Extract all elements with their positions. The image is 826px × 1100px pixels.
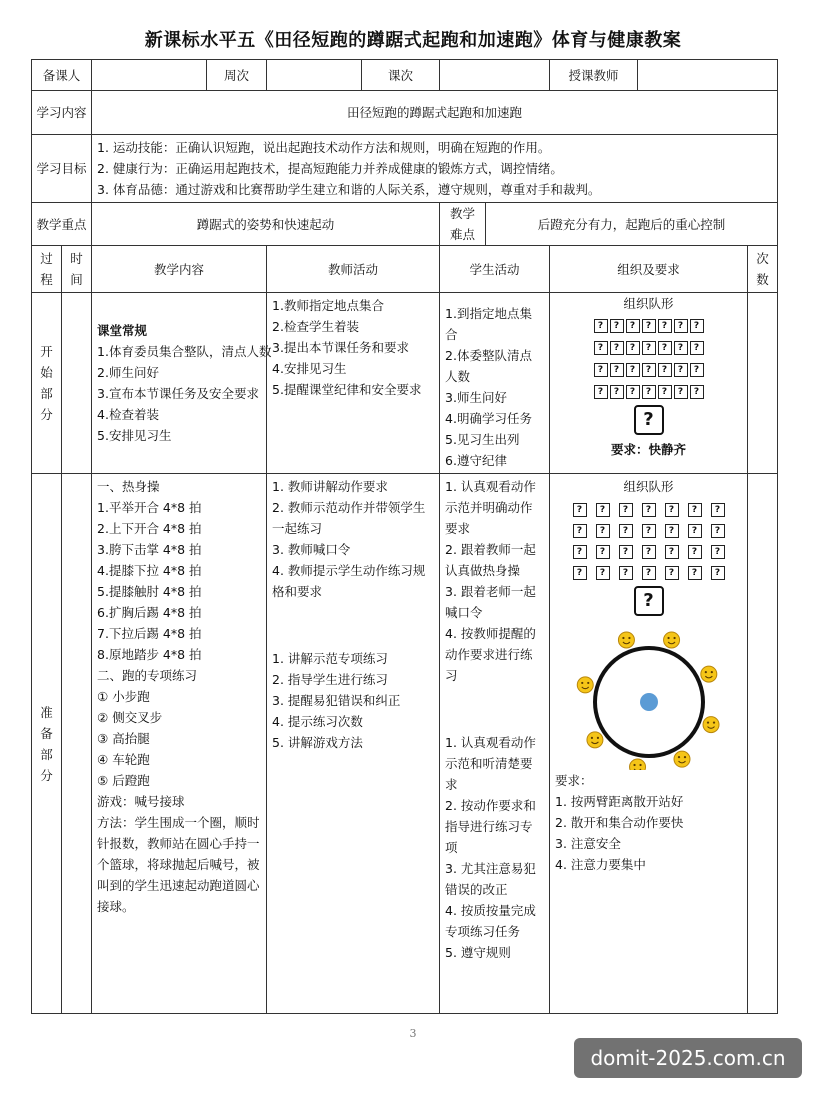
prep-student-group-warmup [445,476,544,686]
teacher-position-icon: ? [634,586,664,616]
student-position-icon: ? [711,566,725,580]
learning-content-label: 学习内容 [32,91,92,135]
student-position-icon: ? [658,319,672,333]
prep-teacher-item: 4. 提示练习次数 [272,714,363,729]
student-position-icon: ? [688,524,702,538]
prep-student-item: 4. 按质按量完成专项练习任务 [445,903,536,939]
col-organization: 组织及要求 [550,246,748,293]
start-content-item: 1.体育委员集合整队，清点人数 [97,344,272,359]
col-teacher: 教师活动 [267,246,440,293]
prep-student-item: 3. 跟着老师一起喊口令 [445,584,536,620]
student-position-icon: ? [626,341,640,355]
prep-requirement-item: 1. 按两臂距离散开站好 [555,794,684,809]
student-position-icon: ? [596,566,610,580]
student-position-icon: ? [642,319,656,333]
start-teacher-item: 1.教师指定地点集合 [272,298,384,313]
prep-teacher-item: 3. 提醒易犯错误和纠正 [272,693,401,708]
column-header-row [32,246,778,293]
student-formation-grid [555,503,742,580]
student-position-icon: ? [610,385,624,399]
student-position-icon: ? [594,363,608,377]
student-formation-grid [555,319,742,399]
prep-org-title: 组织队形 [623,479,674,494]
prep-content-item: ④ 车轮跑 [97,752,150,767]
start-organization [550,293,748,474]
prep-time [62,474,92,1014]
start-teacher-activities [267,293,440,474]
prep-student-item: 2. 跟着教师一起认真做热身操 [445,542,536,578]
lesson-no-value [440,60,550,91]
student-position-icon: ? [619,566,633,580]
start-time [62,293,92,474]
lesson-no-label: 课次 [362,60,440,91]
student-position-icon: ? [642,503,656,517]
page-title: 新课标水平五《田径短跑的蹲踞式起跑和加速跑》体育与健康教案 [144,30,682,51]
student-position-icon: ? [610,363,624,377]
student-position-icon: ? [610,319,624,333]
student-position-icon: ? [619,545,633,559]
student-position-icon: ? [674,319,688,333]
prep-requirement-item: 4. 注意力要集中 [555,857,646,872]
prep-student-item: 1. 认真观看动作示范并明确动作要求 [445,479,536,536]
student-position-icon: ? [688,566,702,580]
start-section-label: 开始部分 [32,293,62,474]
prep-content-item: ① 小步跑 [97,689,150,704]
prep-content-item: 5.提膝触肘 4*8 拍 [97,584,202,599]
prep-teacher-item: 2. 指导学生进行练习 [272,672,388,687]
student-position-icon: ? [665,566,679,580]
learning-objectives-label: 学习目标 [32,135,92,203]
start-student-item: 6.遵守纪律 [445,453,507,468]
prep-content-item: 7.下拉后踢 4*8 拍 [97,626,202,641]
prep-content-item: 一、热身操 [97,479,160,494]
start-content-item: 3.宣布本节课任务及安全要求 [97,386,259,401]
week-value [267,60,362,91]
prep-requirement-item: 3. 注意安全 [555,836,621,851]
student-position-icon: ? [658,385,672,399]
learning-content-value: 田径短跑的蹲踞式起跑和加速跑 [92,91,778,135]
student-position-icon: ? [642,385,656,399]
student-position-icon: ? [610,341,624,355]
header-row [32,60,778,91]
prep-content-item: 方法：学生围成一个圈，顺时针报数，教师站在圆心手持一个篮球，将球抛起后喊号，被叫到的学生迅速起动跑道圆心接球。 [97,815,260,914]
start-student-item: 2.体委整队清点人数 [445,348,532,384]
start-teacher-item: 5.提醒课堂纪律和安全要求 [272,382,422,397]
student-position-icon: ? [596,524,610,538]
start-org-title: 组织队形 [623,296,674,311]
prep-content [92,474,267,1014]
student-position-icon: ? [690,319,704,333]
key-points-value: 蹲踞式的姿势和快速起动 [92,203,440,246]
start-teacher-item: 4.安排见习生 [272,361,347,376]
prep-count [748,474,778,1014]
start-student-item: 4.明确学习任务 [445,411,532,426]
prep-teacher-item: 2. 教师示范动作并带领学生一起练习 [272,500,426,536]
smiley-student-icon [703,717,719,733]
key-points-label: 教学重点 [32,203,92,246]
smiley-student-icon [663,632,679,648]
objective-item: 2. 健康行为：正确运用起跑技术，提高短跑能力并养成健康的锻炼方式，调控情绪。 [97,161,563,176]
prep-content-item: 2.上下开合 4*8 拍 [97,521,202,536]
student-position-icon: ? [626,385,640,399]
teacher-label: 授课教师 [550,60,638,91]
student-position-icon: ? [690,385,704,399]
student-position-icon: ? [674,385,688,399]
prep-student-item: 1. 认真观看动作示范和听清楚要求 [445,735,536,792]
student-position-icon: ? [665,545,679,559]
teacher-position-icon: ? [634,405,664,435]
objective-item: 3. 体育品德：通过游戏和比赛帮助学生建立和谐的人际关系，遵守规则，尊重对手和裁判。 [97,182,601,197]
student-position-icon: ? [573,566,587,580]
prep-teacher-item: 5. 讲解游戏方法 [272,735,363,750]
prep-content-item: ③ 高抬腿 [97,731,150,746]
start-student-item: 5.见习生出列 [445,432,520,447]
prep-teacher-group-drills [272,648,434,753]
start-teacher-item: 2.检查学生着装 [272,319,359,334]
prep-requirements-list [555,791,742,875]
smiley-student-icon [586,732,602,748]
student-position-icon: ? [596,545,610,559]
smiley-student-icon [618,632,634,648]
student-position-icon: ? [665,524,679,538]
start-content-item: 5.安排见习生 [97,428,172,443]
prep-content-item: 游戏：喊号接球 [97,794,185,809]
start-content-title: 课堂常规 [97,323,148,338]
student-position-icon: ? [642,524,656,538]
start-org-requirement: 要求：快静齐 [611,442,687,457]
start-teacher-item: 3.提出本节课任务和要求 [272,340,409,355]
key-points-row [32,203,778,246]
student-position-icon: ? [658,363,672,377]
student-position-icon: ? [573,503,587,517]
prep-content-item: 4.提膝下拉 4*8 拍 [97,563,202,578]
prep-student-item: 2. 按动作要求和指导进行练习专项 [445,798,536,855]
prep-student-item: 5. 遵守规则 [445,945,511,960]
prep-content-item: 二、跑的专项练习 [97,668,198,683]
prep-student-item: 3. 尤其注意易犯错误的改正 [445,861,536,897]
objectives-row [32,135,778,203]
prep-teacher-activities [267,474,440,1014]
student-position-icon: ? [658,341,672,355]
prep-content-item: ⑤ 后蹬跑 [97,773,150,788]
student-position-icon: ? [594,341,608,355]
student-position-icon: ? [642,341,656,355]
content-row [32,91,778,135]
smiley-student-icon [674,751,690,767]
student-position-icon: ? [711,503,725,517]
prep-teacher-group-warmup [272,476,434,602]
prep-content-item: 8.原地踏步 4*8 拍 [97,647,202,662]
col-student: 学生活动 [440,246,550,293]
col-content: 教学内容 [92,246,267,293]
student-position-icon: ? [594,319,608,333]
prep-student-item: 4. 按教师提醒的动作要求进行练习 [445,626,536,683]
prep-content-item: 6.扩胸后踢 4*8 拍 [97,605,202,620]
prep-section-row [32,474,778,1014]
teacher-value [638,60,778,91]
prep-section-label: 准备部分 [32,474,62,1014]
watermark: domit-2025.com.cn [574,1038,802,1078]
student-position-icon: ? [619,524,633,538]
start-content [92,293,272,474]
prep-content-item: ② 侧交叉步 [97,710,163,725]
difficulty-label: 教学难点 [440,203,486,246]
page-number: 3 [409,1027,417,1040]
difficulty-value: 后蹬充分有力，起跑后的重心控制 [486,203,778,246]
prep-teacher-item: 3. 教师喊口令 [272,542,351,557]
basketball-icon [640,693,658,711]
prep-person-value [92,60,207,91]
prep-organization [550,474,748,1014]
student-position-icon: ? [688,503,702,517]
col-process: 过程 [32,246,62,293]
prep-requirements-label: 要求： [555,773,593,788]
smiley-student-icon [577,677,593,693]
student-position-icon: ? [711,524,725,538]
student-position-icon: ? [642,545,656,559]
prep-content-item: 3.胯下击掌 4*8 拍 [97,542,202,557]
start-student-activities [440,293,550,474]
student-position-icon: ? [619,503,633,517]
prep-teacher-item: 1. 讲解示范专项练习 [272,651,388,666]
prep-teacher-item: 1. 教师讲解动作要求 [272,479,388,494]
col-count: 次数 [748,246,778,293]
student-position-icon: ? [642,363,656,377]
prep-student-activities [440,474,550,1014]
start-section-row [32,293,778,474]
student-position-icon: ? [573,524,587,538]
student-position-icon: ? [674,341,688,355]
start-content-item: 2.师生问好 [97,365,159,380]
prep-teacher-item: 4. 教师提示学生动作练习规格和要求 [272,563,426,599]
circle-game-diagram [569,622,729,770]
prep-person-label: 备课人 [32,60,92,91]
prep-requirement-item: 2. 散开和集合动作要快 [555,815,684,830]
start-count [748,293,778,474]
col-time: 时间 [62,246,92,293]
prep-student-group-drills [445,732,544,963]
student-position-icon: ? [626,319,640,333]
student-position-icon: ? [573,545,587,559]
smiley-student-icon [629,759,645,770]
week-label: 周次 [207,60,267,91]
student-position-icon: ? [665,503,679,517]
prep-content-item: 1.平举开合 4*8 拍 [97,500,202,515]
student-position-icon: ? [690,363,704,377]
student-position-icon: ? [626,363,640,377]
objective-item: 1. 运动技能：正确认识短跑，说出起跑技术动作方法和规则，明确在短跑的作用。 [97,140,551,155]
start-student-item: 3.师生问好 [445,390,507,405]
learning-objectives-list [92,135,778,203]
start-content-item: 4.检查着装 [97,407,159,422]
student-position-icon: ? [596,503,610,517]
smiley-student-icon [700,666,716,682]
student-position-icon: ? [688,545,702,559]
student-position-icon: ? [594,385,608,399]
lesson-plan-table [31,59,778,1014]
student-position-icon: ? [674,363,688,377]
student-position-icon: ? [690,341,704,355]
student-position-icon: ? [711,545,725,559]
start-student-item: 1.到指定地点集合 [445,306,532,342]
student-position-icon: ? [642,566,656,580]
